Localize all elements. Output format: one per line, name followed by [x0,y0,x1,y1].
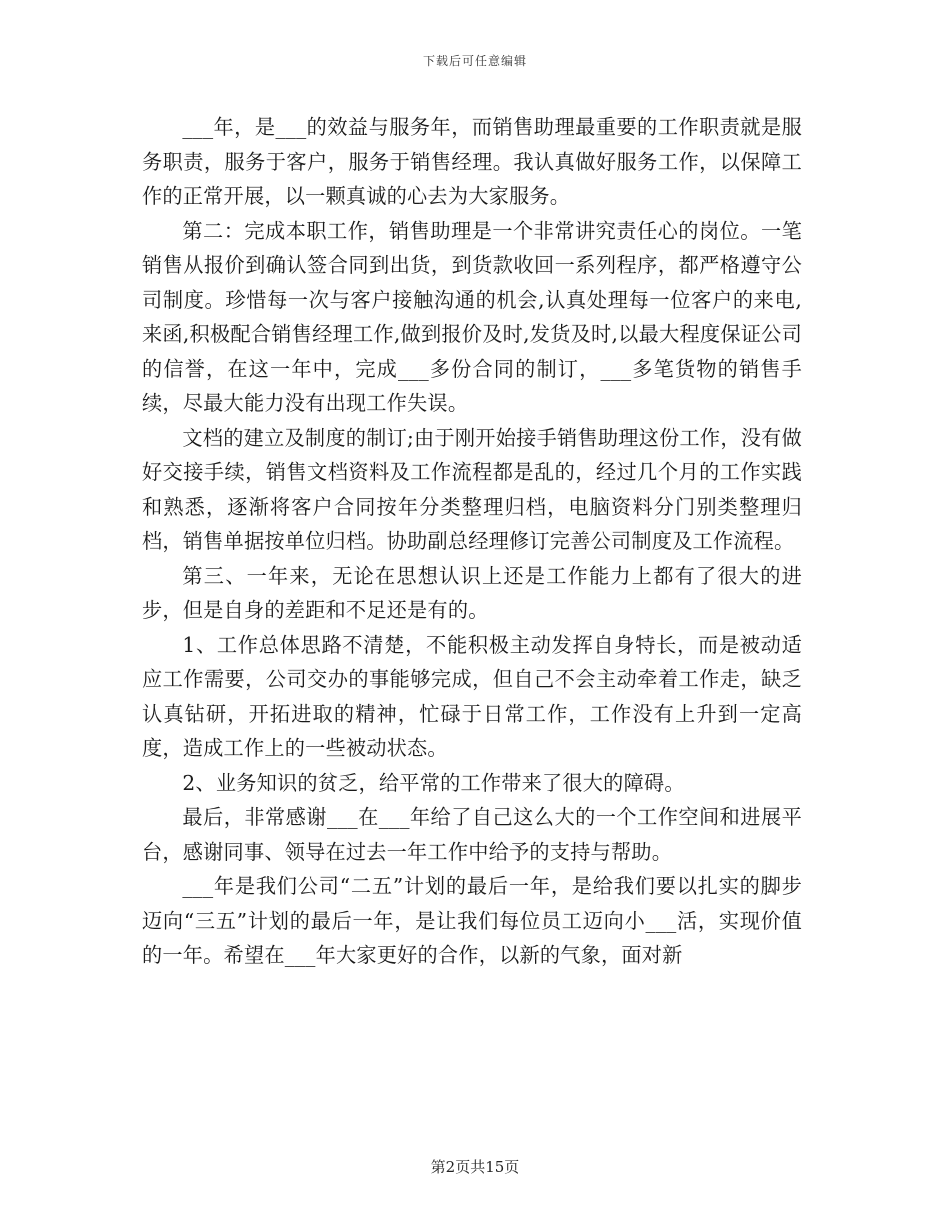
document-body [142,110,802,973]
page-header-note: 下载后可任意编辑 [422,54,527,68]
page-footer-number: 第2页共15页 [430,1158,520,1176]
paragraph-3: 文档的建立及制度的制订;由于刚开始接手销售助理这份工作，没有做好交接手续，销售文档资料及工作流程都是乱的，经过几个月的工作实践和熟悉，逐渐将客户合同按年分类整理归档，电脑资料分门别类整理归档，销售单据按单位归档。协助副总经理修订完善公司制度及工作流程。 [142,425,802,553]
paragraph-8: ___年是我们公司“二五”计划的最后一年，是给我们要以扎实的脚步迈向“三五”计划的最后一年，是让我们每位员工迈向小___活，实现价值的一年。希望在___年大家更好的合作，以新的气象，面对新 [142,874,802,967]
paragraph-1: ___年，是___的效益与服务年，而销售助理最重要的工作职责就是服务职责，服务于客户，服务于销售经理。我认真做好服务工作，以保障工作的正常开展，以一颗真诚的心去为大家服务。 [142,115,802,208]
paragraph-2: 第二：完成本职工作，销售助理是一个非常讲究责任心的岗位。一笔销售从报价到确认签合同到出货，到货款收回一系列程序，都严格遵守公司制度。珍惜每一次与客户接触沟通的机会,认真处理每一位客户的来电,来函,积极配合销售经理工作,做到报价及时,发货及时,以最大程度保证公司的信誉，在这一年中，完成___多份合同的制订，___多笔货物的销售手续，尽最大能力没有出现工作失误。 [142,218,802,415]
paragraph-4: 第三、一年来，无论在思想认识上还是工作能力上都有了很大的进步，但是自身的差距和不足还是有的。 [142,563,802,622]
paragraph-5: 1、工作总体思路不清楚，不能积极主动发挥自身特长，而是被动适应工作需要，公司交办的事能够完成，但自己不会主动牵着工作走，缺乏认真钻研，开拓进取的精神，忙碌于日常工作，工作没有上升到一定高度，造成工作上的一些被动状态。 [142,632,802,760]
paragraph-6: 2、业务知识的贫乏，给平常的工作带来了很大的障碍。 [182,770,685,795]
paragraph-7: 最后，非常感谢___在___年给了自己这么大的一个工作空间和进展平台，感谢同事、领导在过去一年工作中给予的支持与帮助。 [142,805,802,864]
